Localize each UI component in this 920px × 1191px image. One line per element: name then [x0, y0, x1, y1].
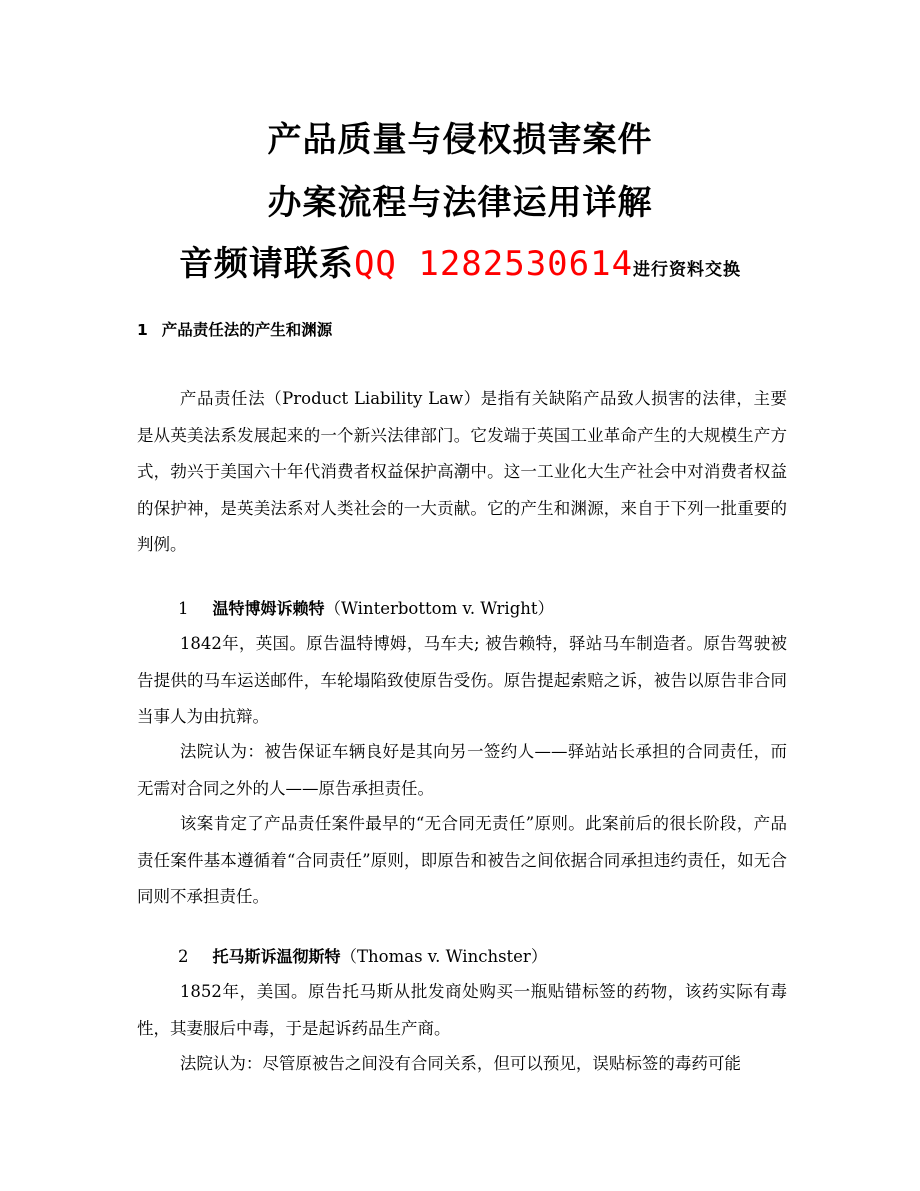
section-heading — [137, 318, 332, 340]
contact-line — [0, 244, 920, 290]
case-heading-2 — [178, 945, 547, 969]
document-title-line-1: 产品质量与侵权损害案件 — [267, 120, 653, 160]
section-intro-paragraph: 产品责任法（Product Liability Law）是指有关缺陷产品致人损害的法律，主要是从英美法系发展起来的一个新兴法律部门。它发端于英国工业革命产生的大规模生产方式，勃兴于美国六十年代消费者权益保护高潮中。这一工业化大生产社会中对消费者权益的保护神，是英美法系对人类社会的一大贡献。它的产生和渊源，来自于下列一批重要的判例。 — [137, 389, 787, 554]
case-number: 1 — [178, 599, 189, 618]
case-2-court-opinion: 法院认为：尽管原被告之间没有合同关系，但可以预见，误贴标签的毒药可能 — [179, 1054, 741, 1073]
contact-suffix: 进行资料交换 — [633, 260, 742, 280]
section-heading-text: 产品责任法的产生和渊源 — [161, 321, 333, 339]
section-number: 1 — [137, 321, 148, 339]
document-title-line-2: 办案流程与法律运用详解 — [267, 183, 653, 223]
case-number: 2 — [178, 947, 189, 966]
case-1-court-opinion: 法院认为：被告保证车辆良好是其向另一签约人——驿站站长承担的合同责任，而无需对合同之外的人——原告承担责任。 — [137, 742, 787, 798]
contact-qq: QQ 1282530614 — [353, 244, 634, 284]
case-english-name: （Winterbottom v. Wright） — [324, 599, 555, 618]
case-2-facts: 1852年，美国。原告托马斯从批发商处购买一瓶贴错标签的药物，该药实际有毒性，其妻服后中毒，于是起诉药品生产商。 — [137, 982, 787, 1038]
case-heading-1 — [178, 597, 554, 621]
case-name: 温特博姆诉赖特 — [212, 599, 325, 618]
case-1-significance: 该案肯定了产品责任案件最早的“无合同无责任”原则。此案前后的很长阶段，产品责任案件基本遵循着“合同责任”原则，即原告和被告之间依据合同承担违约责任，如无合同则不承担责任。 — [137, 814, 787, 906]
case-name: 托马斯诉温彻斯特 — [212, 947, 341, 966]
case-1-facts: 1842年，英国。原告温特博姆，马车夫; 被告赖特，驿站马车制造者。原告驾驶被告提供的马车运送邮件，车轮塌陷致使原告受伤。原告提起索赔之诉，被告以原告非合同当事人为由抗辩。 — [137, 634, 787, 726]
case-english-name: （Thomas v. Winchster） — [340, 947, 548, 966]
contact-prefix: 音频请联系 — [178, 244, 354, 284]
